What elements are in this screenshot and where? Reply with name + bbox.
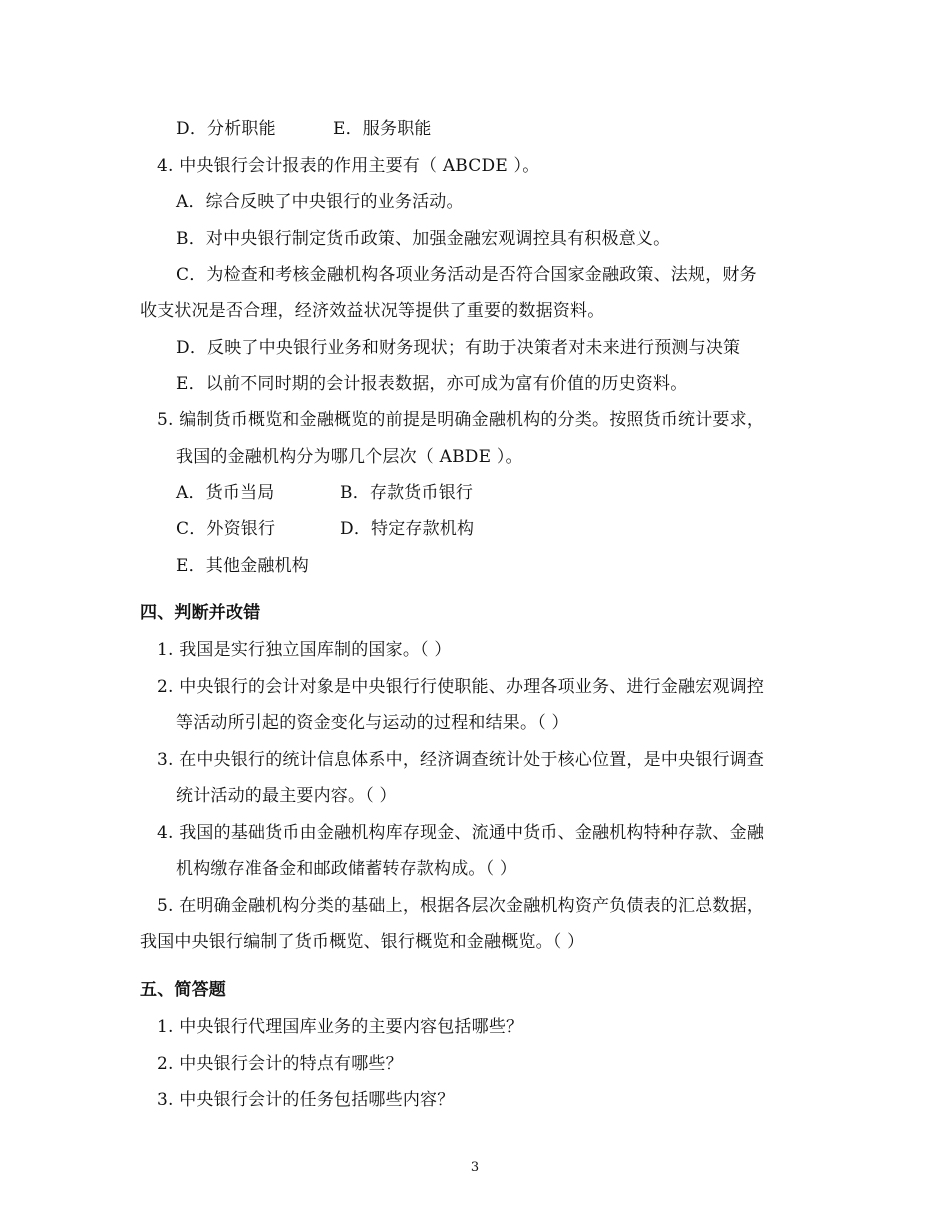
page-number: 3 (470, 1160, 480, 1175)
question-5-stem-line1: 5. 编制货币概览和金融概览的前提是明确金融机构的分类。按照货币统计要求， (157, 410, 765, 430)
question-5-option-a: A．货币当局 (176, 483, 275, 503)
section-4-item-3-line1: 3. 在中央银行的统计信息体系中，经济调查统计处于核心位置，是中央银行调查 (157, 750, 765, 770)
question-5-option-d: D．特定存款机构 (340, 519, 475, 539)
question-5-option-b: B．存款货币银行 (340, 483, 474, 503)
question-4-option-b: B．对中央银行制定货币政策、加强金融宏观调控具有积极意义。 (176, 229, 671, 249)
section-4-item-2-line1: 2. 中央银行的会计对象是中央银行行使职能、办理各项业务、进行金融宏观调控 (157, 677, 765, 697)
section-4-item-3-line2: 统计活动的最主要内容。（ ） (176, 786, 397, 806)
section-4-item-1: 1. 我国是实行独立国库制的国家。（ ） (157, 640, 452, 660)
section-5-title: 五、简答题 (140, 980, 226, 1000)
section-5-item-1: 1. 中央银行代理国库业务的主要内容包括哪些？ (157, 1017, 524, 1037)
question-5-option-c: C．外资银行 (176, 519, 276, 539)
question-4-option-a: A．综合反映了中央银行的业务活动。 (176, 192, 464, 212)
section-4-item-4-line1: 4. 我国的基础货币由金融机构库存现金、流通中货币、金融机构特种存款、金融 (157, 823, 765, 843)
question-4-option-d: D．反映了中央银行业务和财务现状；有助于决策者对未来进行预测与决策 (176, 338, 741, 358)
question-5-stem-line2: 我国的金融机构分为哪几个层次（ ABDE ）。 (176, 447, 523, 467)
question-5-option-e: E．其他金融机构 (176, 556, 310, 576)
section-4-item-4-line2: 机构缴存准备金和邮政储蓄转存款构成。（ ） (176, 859, 518, 879)
question-4-option-c-line2: 收支状况是否合理，经济效益状况等提供了重要的数据资料。 (140, 301, 605, 321)
question-4-stem: 4. 中央银行会计报表的作用主要有（ ABCDE ）。 (157, 156, 540, 176)
question-4-option-e: E．以前不同时期的会计报表数据，亦可成为富有价值的历史资料。 (176, 374, 688, 394)
option-d-analysis: D．分析职能 (176, 119, 276, 139)
section-4-item-5-line1: 5. 在明确金融机构分类的基础上，根据各层次金融机构资产负债表的汇总数据， (157, 896, 765, 916)
option-e-service: E．服务职能 (333, 119, 432, 139)
question-4-option-c-line1: C．为检查和考核金融机构各项业务活动是否符合国家金融政策、法规，财务 (176, 265, 757, 285)
section-4-item-2-line2: 等活动所引起的资金变化与运动的过程和结果。（ ） (176, 713, 569, 733)
section-5-item-2: 2. 中央银行会计的特点有哪些？ (157, 1054, 403, 1074)
section-4-title: 四、判断并改错 (140, 603, 261, 623)
section-4-item-5-line2: 我国中央银行编制了货币概览、银行概览和金融概览。（ ） (140, 932, 585, 952)
section-5-item-3: 3. 中央银行会计的任务包括哪些内容？ (157, 1090, 455, 1110)
